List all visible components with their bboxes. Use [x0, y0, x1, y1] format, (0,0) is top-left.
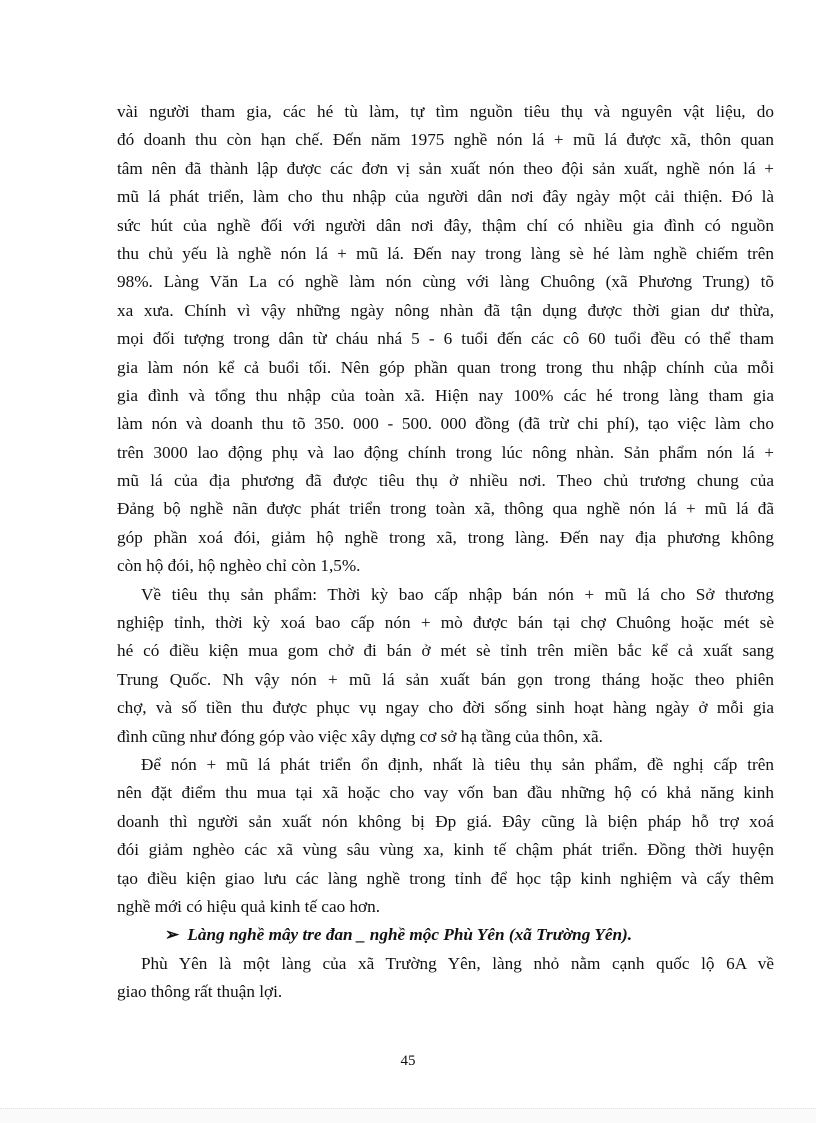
- text-line: đó doanh thu còn hạn chế. Đến năm 1975 nghề nón lá + mũ lá được xã, thôn quan: [117, 130, 774, 150]
- text-line: tạo điều kiện giao lưu các làng nghề trong tỉnh để học tập kinh nghiệm và cấy thêm: [117, 868, 774, 888]
- text-line: nghề mới có hiệu quả kinh tế cao hơn.: [117, 896, 381, 916]
- text-line: sức hút của nghề đối với người dân nơi đây, thậm chí có nhiều gia đình có nguồn: [117, 215, 774, 235]
- text-line: gia làm nón kể cả buổi tối. Nên góp phần quan trong trong thu nhập chính của mỗi: [117, 357, 774, 377]
- text-line: đói giảm nghèo các xã vùng sâu vùng xa, kinh tế chậm phát triển. Đồng thời huyện: [117, 840, 774, 860]
- text-line: Trung Quốc. Nh vậy nón + mũ lá sản xuất bán gọn trong tháng hoặc theo phiên: [117, 669, 774, 689]
- page-bottom-divider: [0, 1108, 816, 1123]
- paragraph-3: [117, 751, 774, 921]
- text-line: hé có điều kiện mua gom chở đi bán ở mét sè tỉnh trên miền bắc kể cả xuất sang: [117, 641, 774, 661]
- text-line: trên 3000 lao động phụ và lao động chính trong lúc nông nhàn. Sản phẩm nón lá +: [117, 442, 774, 462]
- text-line: gia đình và tổng thu nhập của toàn xã. Hiện nay 100% các hé trong làng tham gia: [117, 385, 774, 405]
- text-line: Phù Yên là một làng của xã Trường Yên, làng nhỏ nằm cạnh quốc lộ 6A về: [141, 953, 774, 973]
- page-number: 45: [400, 1053, 416, 1069]
- arrow-bullet-icon: ➢: [165, 925, 180, 945]
- paragraph-1: [117, 98, 774, 581]
- text-line: nên đặt điểm thu mua tại xã hoặc cho vay vốn ban đầu những hộ có khả năng kinh: [117, 783, 774, 803]
- text-line: chợ, và số tiền thu được phục vụ ngay cho đời sống sinh hoạt hàng ngày ở mỗi gia: [117, 698, 774, 718]
- text-line: thu chủ yếu là nghề nón lá + mũ lá. Đến nay trong làng sè hé làm nghề chiếm trên: [117, 243, 774, 263]
- text-line: đình cũng như đóng góp vào việc xây dựng cơ sở hạ tầng của thôn, xã.: [117, 726, 603, 746]
- text-line: góp phần xoá đói, giảm hộ nghề trong xã, trong làng. Đến nay địa phương không: [117, 527, 774, 547]
- text-line: làm nón và doanh thu tõ 350. 000 - 500. 000 đồng (đã trừ chi phí), tạo việc làm cho: [117, 414, 774, 434]
- text-line: tâm nên đã thành lập được các đơn vị sản xuất nón theo đội sản xuất, nghề nón lá +: [117, 158, 774, 178]
- text-line: Để nón + mũ lá phát triển ổn định, nhất là tiêu thụ sản phẩm, đề nghị cấp trên: [141, 754, 774, 774]
- text-line: vài người tham gia, các hé tù làm, tự tìm nguồn tiêu thụ và nguyên vật liệu, do: [117, 102, 774, 121]
- text-line: 98%. Làng Văn La có nghề làm nón cùng với làng Chuông (xã Phương Trung) tõ: [117, 272, 774, 292]
- text-line: giao thông rất thuận lợi.: [117, 982, 283, 1002]
- document-body: [117, 98, 774, 1007]
- text-line: nghiệp tỉnh, thời kỳ xoá bao cấp nón + mò được bán tại chợ Chuông hoặc mét sè: [117, 613, 774, 633]
- text-line: doanh thì người sản xuất nón không bị Ðp giá. Đây cũng là biện pháp hỗ trợ xoá: [117, 811, 774, 831]
- text-line: còn hộ đói, hộ nghèo chỉ còn 1,5%.: [117, 556, 361, 576]
- text-line: Về tiêu thụ sản phẩm: Thời kỳ bao cấp nhập bán nón + mũ lá cho Sở thương: [141, 584, 774, 604]
- section-heading: [117, 921, 774, 949]
- section-heading-text: Làng nghề mây tre đan _ nghề mộc Phù Yên (xã Trường Yên).: [187, 925, 633, 945]
- text-line: mọi đối tượng trong dân từ cháu nhá 5 - 6 tuổi đến các cô 60 tuổi đều có thể tham: [117, 329, 774, 349]
- text-line: Đảng bộ nghề nãn được phát triển trong toàn xã, thông qua nghề nón lá + mũ lá đã: [117, 499, 774, 519]
- text-line: xa xưa. Chính vì vậy những ngày nông nhàn đã tận dụng được thời gian dư thừa,: [117, 300, 774, 320]
- text-line: mũ lá của địa phương đã được tiêu thụ ở nhiều nơi. Theo chủ trương chung của: [117, 471, 774, 491]
- paragraph-2: [117, 581, 774, 751]
- text-line: mũ lá phát triển, làm cho thu nhập của người dân nơi đây ngày một cải thiện. Đó là: [117, 187, 774, 207]
- paragraph-4: [117, 950, 774, 1007]
